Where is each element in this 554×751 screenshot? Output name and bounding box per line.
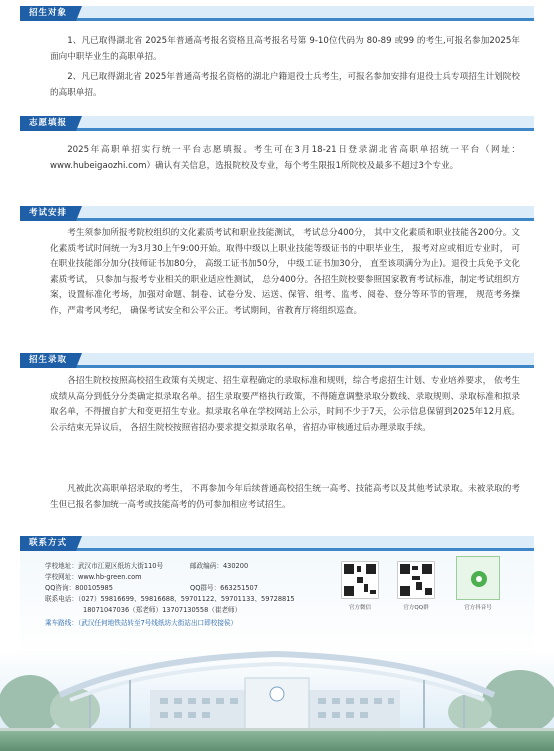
douyin-qr-code [456, 556, 500, 600]
qq-group-qr-caption: 官方QQ群 [403, 605, 429, 611]
section-bar-enrollment [20, 6, 534, 21]
application-paragraph: 2025年高职单招实行统一平台志愿填报。考生可在3月18-21日登录湖北省高职单招统一平台（网址：www.hubeigaozhi.com）确认有关信息，选报院校及专业，每个考生限报1所院校及最多不超过3个专业。 [50, 145, 520, 171]
section-title-admission: 招生录取 [20, 353, 76, 368]
contact-route: 乘车路线：（武汉任何地铁站转至7号线纸坊大街站出口即校接侯） [45, 619, 238, 627]
contact-phone-line-1: 联系电话：（027）59816699、59816688、59701122、59701133、59728815 [45, 595, 295, 603]
douyin-qr-caption: 官方抖音号 [464, 605, 492, 611]
contact-postcode: 邮政编码：430200 [190, 562, 249, 570]
section-bar-application [20, 116, 534, 131]
wechat-qr-caption: 官方微信 [348, 605, 371, 611]
section-title-application: 志愿填报 [20, 116, 76, 131]
enrollment-paragraph-2: 2、凡已取得湖北省 2025年普通高考报名资格的湖北户籍退役士兵考生，可报名参加安排有退役士兵专项招生计划院校的高职单招。 [50, 72, 520, 98]
contact-website[interactable]: 学校网址：www.hb-green.com [45, 573, 142, 581]
campus-illustration [0, 650, 554, 751]
admission-paragraph-1: 各招生院校按照高校招生政策有关规定、招生章程确定的录取标准和规则，综合考虑招生计划、专业培养要求， 依考生成绩从高分到低分分类确定拟录取名单。招生录取要严格执行政策，不得随意调整录取分数线、录取规则、录取标准和拟录取名单，不得擅自扩大和变更招生专业。拟录取名单在学校网站上公示，时间不少于7天，公示信息保留到2025年12月底。公示结束无异议后， 各招生院校按照省招办要求提交拟录取名单，省招办审核通过后办理录取手续。 [50, 376, 520, 433]
exam-paragraph: 考生须参加所报考院校组织的文化素质考试和职业技能测试， 考试总分400分， 其中文化素质和职业技能各200分。文化素质考试时间统一为3月30上午9:00开始。取得中级以上职业技能等级证书的中职毕业生， 报考对应或相近专业时， 可在职业技能部分加分(技师证书加80分， 高级工证书加50分， 中级工证书加30分， 直至该项满分为止)。退役士兵免予文化素质考试， 只参加与报考专业相关的职业适应性测试， 总分400分。各招生院校要参照国家教育考试标准，制定考试组织方案，设置标准化考场，加强对命题、制卷、试卷分发、运送、保管、组考、监考、阅卷、登分等环节的管理， 规范考务操作，严肃考风考纪， 确保考试安全和公平公正。考试期间，省教育厅将组织巡查。 [50, 228, 520, 316]
contact-address: 学校地址：武汉市江夏区纸坊大街110号 [45, 562, 164, 570]
section-bar-exam [20, 206, 534, 221]
section-bar-contact [20, 536, 534, 551]
enrollment-paragraph-1: 1、凡已取得湖北省 2025年普通高考报名资格且高考报名号第 9-10位代码为 80-89 或99 的考生,可报名参加2025年面向中职毕业生的高职单招。 [50, 36, 520, 62]
section-title-enrollment: 招生对象 [20, 6, 76, 21]
admission-paragraph-2: 凡被此次高职单招录取的考生， 不再参加今年后续普通高校招生统一高考、技能高考以及其他考试录取。未被录取的考生但已报名参加统一高考或技能高考的仍可参加相应考试招生。 [50, 484, 520, 510]
section-title-contact: 联系方式 [20, 536, 76, 551]
contact-qq-group: QQ群号：663251507 [190, 584, 258, 592]
contact-phone-line-2: 18071047036（郑老师）13707130558（崔老师） [83, 606, 242, 614]
contact-qq: QQ咨询：800105985 [45, 584, 113, 592]
section-bar-admission [20, 353, 534, 368]
section-title-exam: 考试安排 [20, 206, 76, 221]
wechat-qr-code [341, 561, 379, 599]
qq-group-qr-code [397, 561, 435, 599]
campus-image [0, 650, 554, 751]
